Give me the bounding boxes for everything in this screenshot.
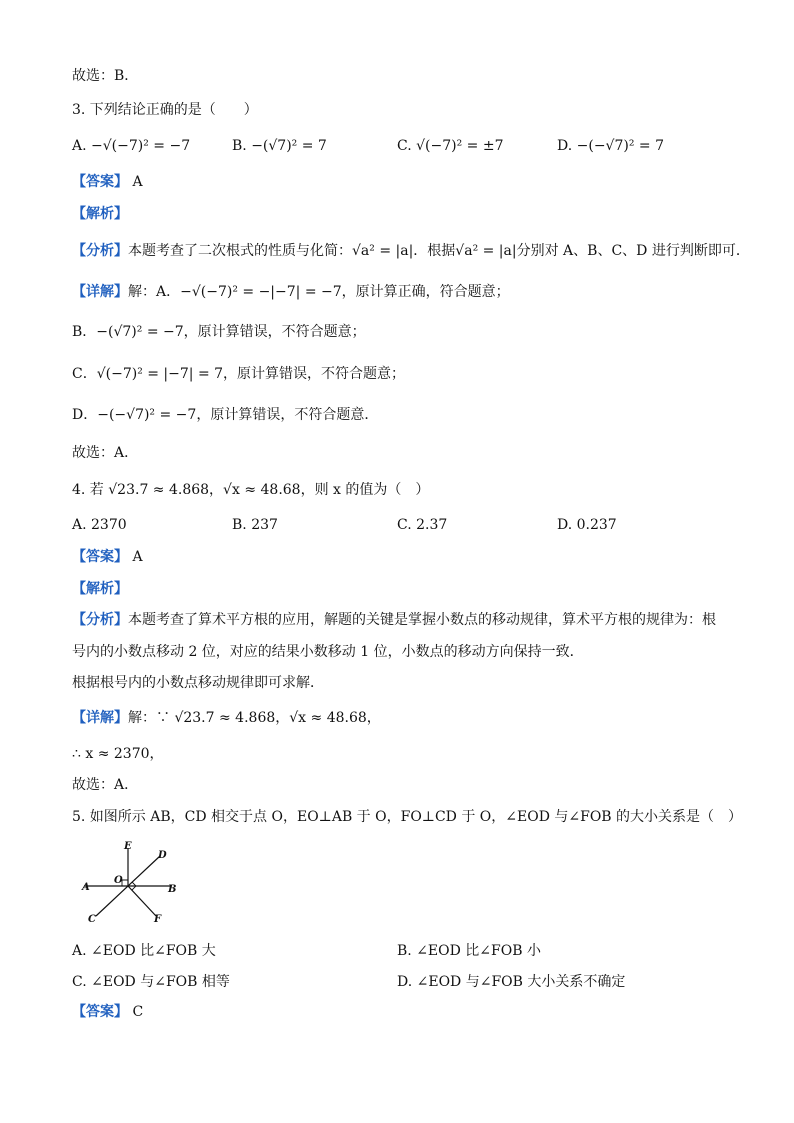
q3-detail-b: B．−(√7)² = −7，原计算错误，不符合题意； bbox=[72, 324, 366, 340]
q3-fenxi-formula-2: √a² = |a| bbox=[455, 243, 517, 259]
q3-fenxi-formula: √a² = |a| bbox=[352, 243, 414, 259]
q4-fenxi-row bbox=[72, 611, 716, 629]
q4-selection: 故选：A． bbox=[72, 777, 139, 793]
q3-fenxi-text-c: 分别对 A、B、C、D 进行判断即可． bbox=[516, 243, 750, 259]
q4-option-a: A. 2370 bbox=[72, 517, 127, 533]
q4-analysis-label bbox=[72, 580, 128, 598]
q3-detail-c: C．√(−7)² = |−7| = 7，原计算错误，不符合题意； bbox=[72, 366, 406, 382]
q3-fenxi-text: 本题考查了二次根式的性质与化简： bbox=[128, 243, 352, 259]
question-5: 5. 如图所示 AB，CD 相交于点 O，EO⊥AB 于 O，FO⊥CD 于 O，∠EOD 与∠FOB 的大小关系是（ ） bbox=[72, 809, 743, 825]
q4-fenxi-1: 本题考查了算术平方根的应用，解题的关键是掌握小数点的移动规律，算术平方根的规律为：根 bbox=[128, 612, 716, 628]
answer-label: 【答案】 bbox=[72, 549, 128, 565]
q4-answer-row bbox=[72, 548, 143, 566]
q3-analysis-label bbox=[72, 205, 128, 223]
q3-fenxi-text-b: ．根据 bbox=[413, 243, 456, 259]
label-a: A bbox=[82, 882, 90, 893]
label-c: C bbox=[88, 914, 96, 925]
q4-fenxi-3: 根据根号内的小数点移动规律即可求解． bbox=[72, 675, 324, 691]
q4-option-d: D. 0.237 bbox=[557, 517, 617, 533]
analysis-label: 【解析】 bbox=[72, 206, 128, 222]
xiangjie-label: 【详解】 bbox=[72, 284, 128, 300]
q3-detail-d: D．−(−√7)² = −7，原计算错误，不符合题意． bbox=[72, 407, 379, 423]
q4-detail-row bbox=[72, 709, 381, 727]
analysis-label: 【解析】 bbox=[72, 581, 128, 597]
q5-option-d: D. ∠EOD 与∠FOB 大小关系不确定 bbox=[397, 974, 626, 990]
q3-option-d: D. −(−√7)² = 7 bbox=[557, 138, 664, 154]
q3-answer: A bbox=[132, 174, 143, 190]
q3-fenxi-row bbox=[72, 242, 750, 260]
xiangjie-label: 【详解】 bbox=[72, 710, 128, 726]
q5-option-a: A. ∠EOD 比∠FOB 大 bbox=[72, 943, 216, 959]
q3-selection: 故选：A． bbox=[72, 445, 139, 461]
label-d: D bbox=[158, 850, 167, 861]
q4-answer: A bbox=[132, 549, 143, 565]
right-angle-eo bbox=[122, 880, 128, 886]
answer-label: 【答案】 bbox=[72, 174, 128, 190]
label-b: B bbox=[168, 884, 177, 895]
label-e: E bbox=[124, 841, 132, 852]
question-4: 4. 若 √23.7 ≈ 4.868，√x ≈ 48.68，则 x 的值为（ ） bbox=[72, 482, 430, 498]
fenxi-label: 【分析】 bbox=[72, 243, 128, 259]
q4-detail-2: ∴ x ≈ 2370， bbox=[72, 746, 164, 762]
q5-answer: C bbox=[132, 1004, 144, 1020]
q4-option-b: B. 237 bbox=[232, 517, 278, 533]
q4-fenxi-2: 号内的小数点移动 2 位，对应的结果小数移动 1 位，小数点的移动方向保持一致． bbox=[72, 644, 584, 660]
fenxi-label: 【分析】 bbox=[72, 612, 128, 628]
q5-option-b: B. ∠EOD 比∠FOB 小 bbox=[397, 943, 541, 959]
q5-option-c: C. ∠EOD 与∠FOB 相等 bbox=[72, 974, 230, 990]
q3-option-a: A. −√(−7)² = −7 bbox=[72, 138, 191, 154]
geometry-figure bbox=[72, 836, 192, 928]
q3-option-b: B. −(√7)² = 7 bbox=[232, 138, 327, 154]
q3-option-c: C. √(−7)² = ±7 bbox=[397, 138, 504, 154]
label-o: O bbox=[114, 875, 123, 886]
question-3: 3. 下列结论正确的是（ ） bbox=[72, 102, 258, 118]
q3-detail-a: 解：A．−√(−7)² = −|−7| = −7，原计算正确，符合题意； bbox=[128, 284, 510, 300]
q3-answer-row bbox=[72, 173, 143, 191]
answer-label: 【答案】 bbox=[72, 1004, 128, 1020]
q5-answer-row bbox=[72, 1003, 143, 1021]
q4-detail-1: 解：∵ √23.7 ≈ 4.868，√x ≈ 48.68， bbox=[128, 710, 381, 726]
prev-selection: 故选：B． bbox=[72, 68, 139, 84]
q4-option-c: C. 2.37 bbox=[397, 517, 448, 533]
label-f: F bbox=[154, 914, 162, 925]
ray-of bbox=[128, 886, 156, 916]
q3-detail-a-row bbox=[72, 283, 510, 301]
